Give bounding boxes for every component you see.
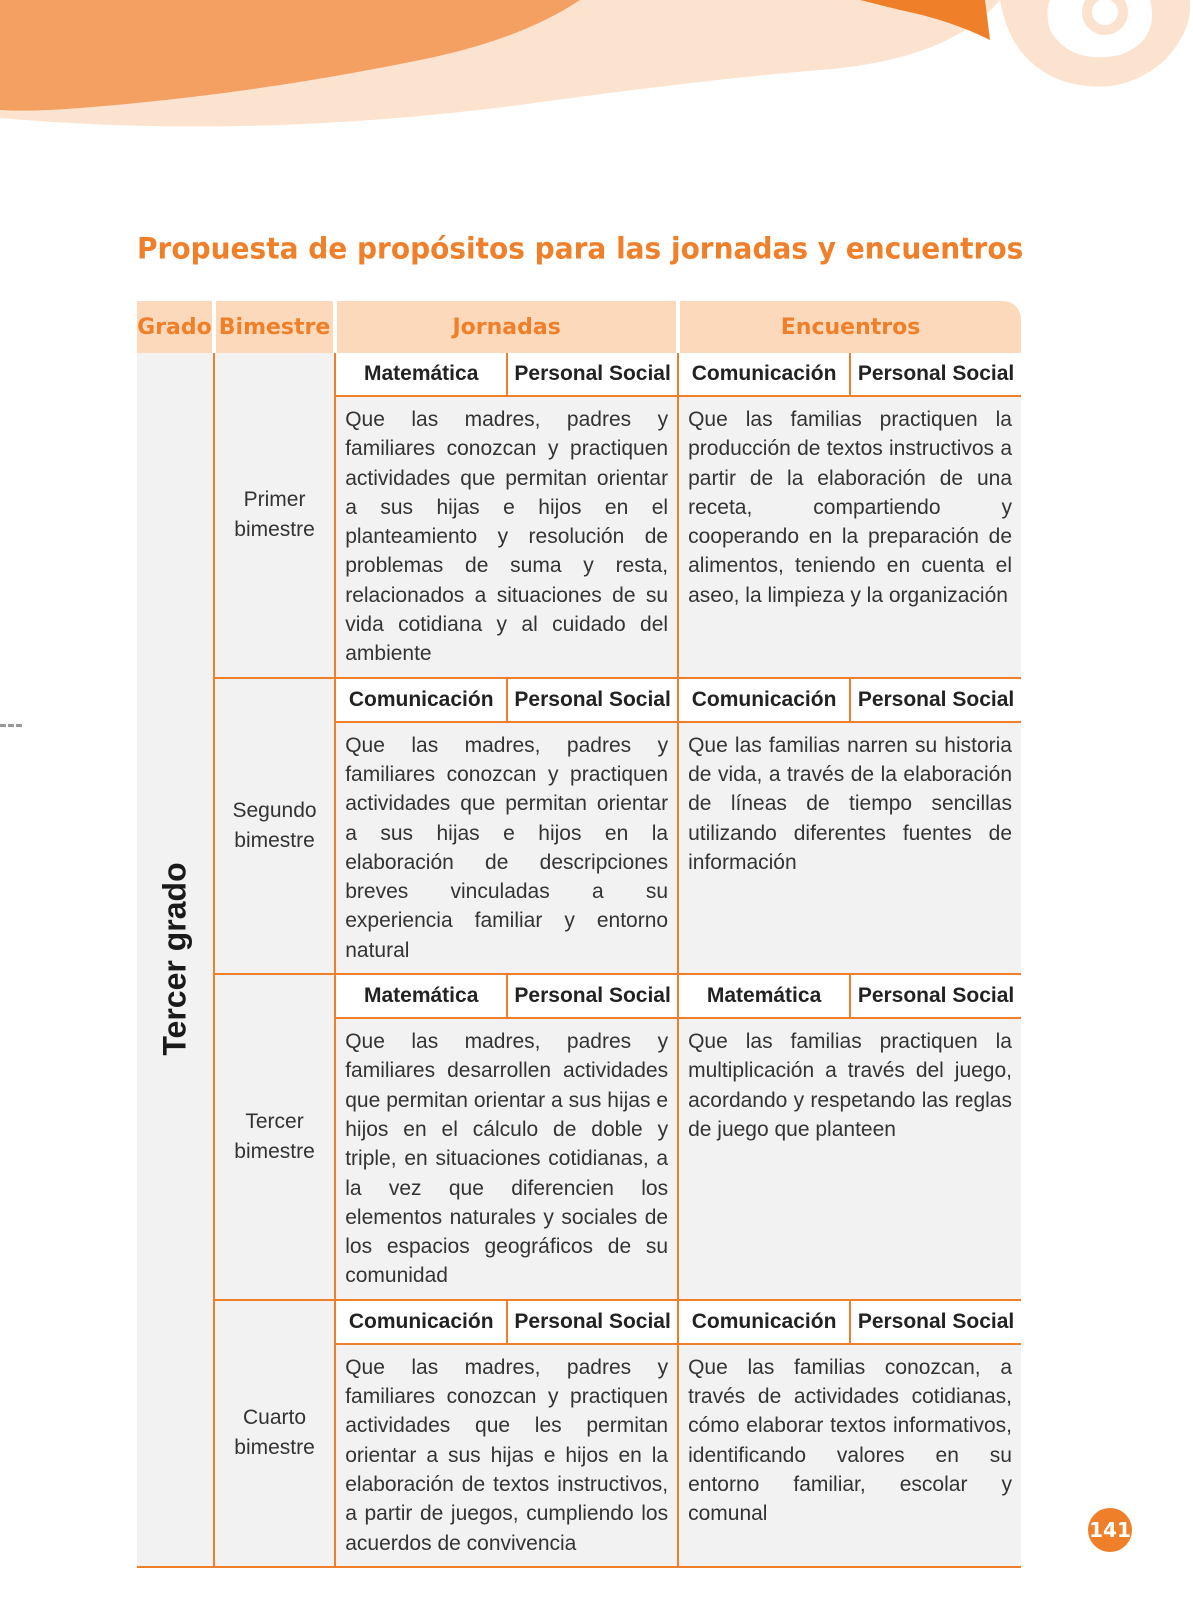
- page-title: Propuesta de propósitos para las jornadas y encuentros: [137, 231, 1024, 266]
- subject-header: Personal Social: [850, 678, 1021, 722]
- grado-label: Tercer grado: [156, 862, 193, 1057]
- subject-header: Matemática: [335, 353, 507, 396]
- proposals-table: [137, 301, 1021, 1568]
- bimestre-cell: [214, 678, 335, 974]
- subject-header: Personal Social: [850, 1300, 1021, 1344]
- bimestre-label: Tercer: [245, 1109, 304, 1133]
- header-encuentros: Encuentros: [678, 301, 1021, 353]
- margin-dash-mark: [0, 724, 22, 730]
- subjects-row: [137, 974, 1021, 1018]
- bimestre-label: bimestre: [234, 828, 315, 852]
- subject-header: Personal Social: [507, 1300, 678, 1344]
- subject-header: Personal Social: [507, 353, 678, 396]
- bimestre-cell: [214, 353, 335, 678]
- subjects-row: [137, 353, 1021, 396]
- bimestre-label: bimestre: [234, 1436, 315, 1460]
- subject-header: Personal Social: [850, 974, 1021, 1018]
- bimestre-label: Segundo: [232, 798, 317, 822]
- bimestre-label: Primer: [243, 487, 306, 511]
- table-header-row: [137, 301, 1021, 353]
- encuentros-purpose: Que las familias conozcan, a través de actividades cotidianas, cómo elaborar textos informativos, identificando valores en su entorno familiar, escolar y comunal: [678, 1344, 1021, 1567]
- jornadas-purpose: Que las madres, padres y familiares conozcan y practiquen actividades que les permitan orientar a sus hijas e hijos en la elaboración de textos instructivos, a partir de juegos, cumpliendo los acuerdos de convivencia: [335, 1344, 678, 1567]
- subject-header: Comunicación: [678, 353, 850, 396]
- jornadas-purpose: Que las madres, padres y familiares conozcan y practiquen actividades que permitan orientar a sus hijas e hijos en la elaboración de descripciones breves vinculadas a su experiencia familiar y entorno natural: [335, 722, 678, 974]
- page-number-badge: 141: [1088, 1508, 1132, 1552]
- subjects-row: [137, 678, 1021, 722]
- subject-header: Matemática: [678, 974, 850, 1018]
- subject-header: Comunicación: [335, 678, 507, 722]
- jornadas-purpose: Que las madres, padres y familiares conozcan y practiquen actividades que permitan orientar a sus hijas e hijos en el planteamiento y resolución de problemas de suma y resta, relacionados a situaciones de su vida cotidiana y al cuidado del ambiente: [335, 396, 678, 678]
- bimestre-cell: [214, 1300, 335, 1567]
- subject-header: Personal Social: [507, 678, 678, 722]
- subject-header: Comunicación: [678, 678, 850, 722]
- encuentros-purpose: Que las familias practiquen la producción de textos instructivos a partir de la elaboración de una receta, compartiendo y cooperando en la preparación de alimentos, teniendo en cuenta el aseo, la limpieza y la organización: [678, 396, 1021, 678]
- bimestre-label: bimestre: [234, 1139, 315, 1163]
- subjects-row: [137, 1300, 1021, 1344]
- subject-header: Comunicación: [335, 1300, 507, 1344]
- subject-header: Comunicación: [678, 1300, 850, 1344]
- subject-header: Matemática: [335, 974, 507, 1018]
- jornadas-purpose: Que las madres, padres y familiares desarrollen actividades que permitan orientar a sus hijas e hijos en el cálculo de doble y triple, en situaciones cotidianas, a la vez que diferencien los elementos naturales y sociales de los espacios geográficos de su comunidad: [335, 1018, 678, 1300]
- wave-decoration: [0, 0, 1193, 140]
- bimestre-label: Cuarto: [243, 1406, 307, 1430]
- subject-header: Personal Social: [850, 353, 1021, 396]
- header-bimestre: Bimestre: [214, 301, 335, 353]
- header-grado: Grado: [137, 301, 214, 353]
- grado-cell: [137, 353, 214, 1567]
- bimestre-cell: [214, 974, 335, 1300]
- encuentros-purpose: Que las familias practiquen la multiplicación a través del juego, acordando y respetando las reglas de juego que planteen: [678, 1018, 1021, 1300]
- encuentros-purpose: Que las familias narren su historia de vida, a través de la elaboración de líneas de tiempo sencillas utilizando diferentes fuentes de información: [678, 722, 1021, 974]
- bimestre-label: bimestre: [234, 517, 315, 541]
- subject-header: Personal Social: [507, 974, 678, 1018]
- header-jornadas: Jornadas: [335, 301, 678, 353]
